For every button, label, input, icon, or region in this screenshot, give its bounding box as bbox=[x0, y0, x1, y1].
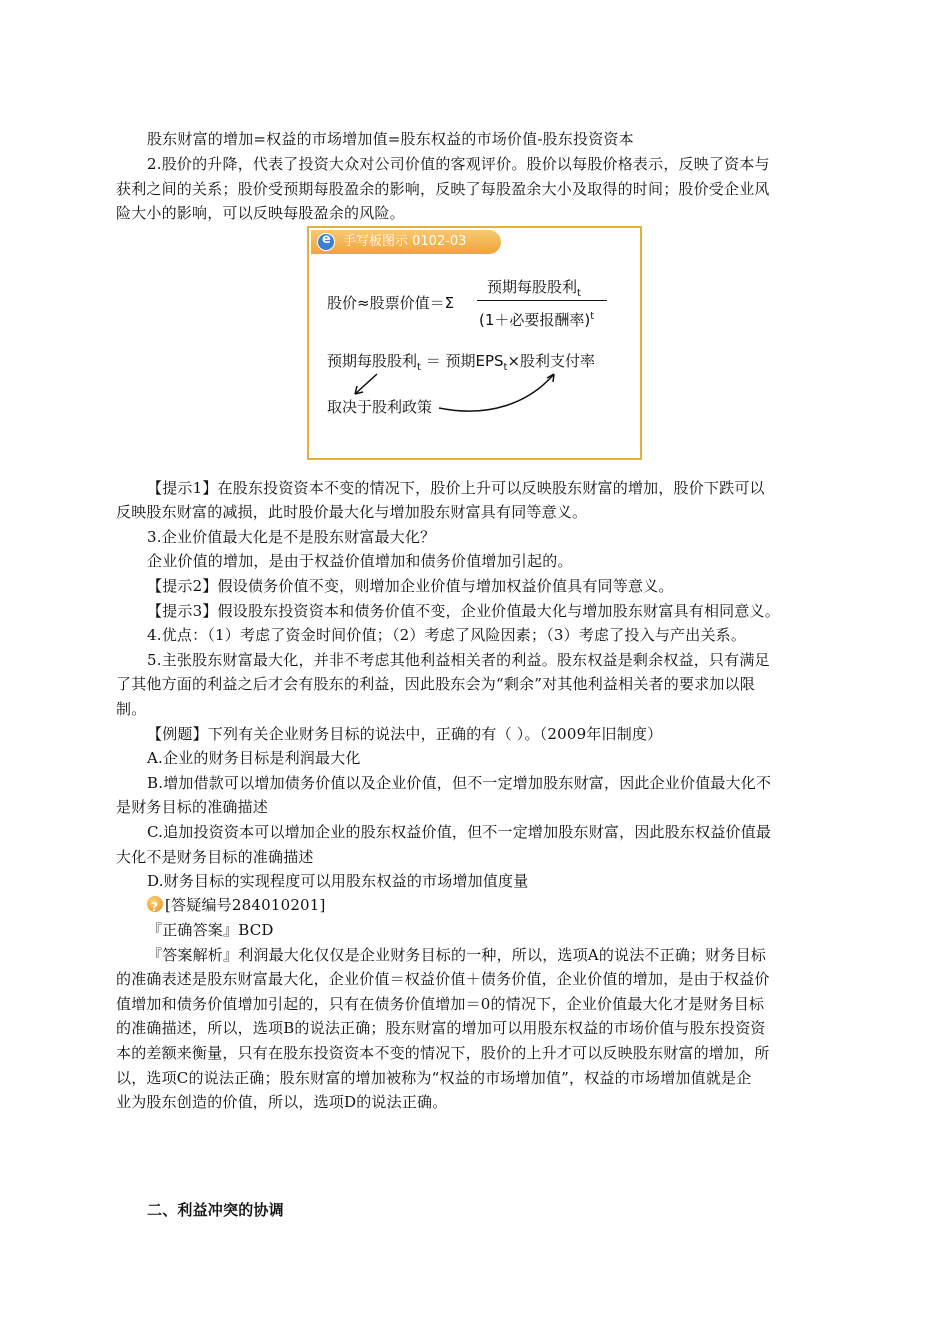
text-line: 4.优点：（1）考虑了资金时间价值；（2）考虑了风险因素；（3）考虑了投入与产出关系。 bbox=[147, 626, 747, 644]
text-line: 2.股价的升降，代表了投资大众对公司价值的客观评价。股价以每股价格表示，反映了资本与 bbox=[147, 155, 770, 173]
option-d: D.财务目标的实现程度可以用股东权益的市场增加值度量 bbox=[147, 872, 529, 890]
correct-answer: 『正确答案』BCD bbox=[147, 921, 274, 939]
text-line: 获利之间的关系；股价受预期每股盈余的影响，反映了每股盈余大小及取得的时间；股价受企业风 bbox=[116, 180, 770, 198]
analysis-line: 以，选项C的说法正确；股东财富的增加被称为“权益的市场增加值”，权益的市场增加值就是企 bbox=[116, 1069, 752, 1087]
text-line: 制。 bbox=[116, 700, 147, 718]
formula-numerator: 预期每股股利$_t$ bbox=[487, 278, 581, 299]
text-line: 反映股东财富的减损，此时股价最大化与增加股东财富具有同等意义。 bbox=[116, 503, 588, 521]
option-b-cont: 是财务目标的准确描述 bbox=[116, 798, 269, 816]
section-heading: 二、利益冲突的协调 bbox=[147, 1201, 284, 1219]
option-b: B.增加借款可以增加债务价值以及企业价值，但不一定增加股东财富，因此企业价值最大化不 bbox=[147, 774, 772, 792]
text-line: 3.企业价值最大化是不是股东财富最大化？ bbox=[147, 528, 436, 546]
option-c: C.追加投资资本可以增加企业的股东权益价值，但不一定增加股东财富，因此股东权益价值最 bbox=[147, 823, 772, 841]
qa-number-row[interactable] bbox=[147, 893, 871, 917]
text-line: 险大小的影响，可以反映每股盈余的风险。 bbox=[116, 204, 405, 222]
analysis-line: 业为股东创造的价值，所以，选项D的说法正确。 bbox=[116, 1093, 448, 1111]
text-line: 了其他方面的利益之后才会有股东的利益，因此股东会为“剩余”对其他利益相关者的要求加以限 bbox=[116, 675, 755, 693]
option-c-cont: 大化不是财务目标的准确描述 bbox=[116, 848, 314, 866]
tip-line: 【提示3】假设股东投资资本和债务价值不变，企业价值最大化与增加股东财富具有相同意义。 bbox=[147, 602, 780, 620]
arrow-down-left bbox=[355, 374, 377, 394]
text-line: 5.主张股东财富最大化，并非不考虑其他利益相关者的利益。股东权益是剩余权益，只有满足 bbox=[147, 651, 770, 669]
board-title: 手写板图示 0102-03 bbox=[343, 234, 467, 249]
formula-price-left: 股价≈股票价值＝Σ bbox=[327, 294, 455, 312]
option-a: A.企业的财务目标是利润最大化 bbox=[147, 749, 361, 767]
formula-dividend: 预期每股股利$_t$ ＝ 预期$EPS_t\times$股利支付率 bbox=[327, 352, 596, 373]
analysis-line: 『答案解析』利润最大化仅仅是企业财务目标的一种，所以，选项A的说法不正确；财务目标 bbox=[147, 946, 767, 964]
text-line: 股东财富的增加=权益的市场增加值=股东权益的市场价值-股东投资资本 bbox=[147, 130, 634, 148]
dividend-policy-text: 取决于股利政策 bbox=[327, 398, 433, 416]
text-line: 企业价值的增加，是由于权益价值增加和债务价值增加引起的。 bbox=[147, 552, 573, 570]
qa-number: [答疑编号284010201] bbox=[165, 896, 326, 914]
tip-line: 【提示1】在股东投资资本不变的情况下，股价上升可以反映股东财富的增加，股价下跌可以 bbox=[147, 479, 765, 497]
formula-denominator: (1＋必要报酬率)$^t$ bbox=[479, 311, 595, 329]
question-icon[interactable] bbox=[147, 896, 163, 912]
analysis-line: 本的差额来衡量，只有在股东投资资本不变的情况下，股价的上升才可以反映股东财富的增加，所 bbox=[116, 1044, 770, 1062]
analysis-line: 的准确描述，所以，选项B的说法正确；股东财富的增加可以用股东权益的市场价值与股东投资资 bbox=[116, 1019, 766, 1037]
board-arrows bbox=[309, 228, 640, 458]
tip-line: 【提示2】假设债务价值不变，则增加企业价值与增加权益价值具有同等意义。 bbox=[147, 577, 674, 595]
handwriting-board-figure bbox=[307, 226, 642, 460]
arrow-curve-right bbox=[439, 374, 554, 411]
analysis-line: 的准确表述是股东财富最大化，企业价值＝权益价值＋债务价值，企业价值的增加，是由于权益价 bbox=[116, 970, 770, 988]
example-question: 【例题】下列有关企业财务目标的说法中，正确的有（ ）。（2009年旧制度） bbox=[147, 725, 663, 743]
analysis-line: 值增加和债务价值增加引起的，只有在债务价值增加＝0的情况下，企业价值最大化才是财务目标 bbox=[116, 995, 765, 1013]
